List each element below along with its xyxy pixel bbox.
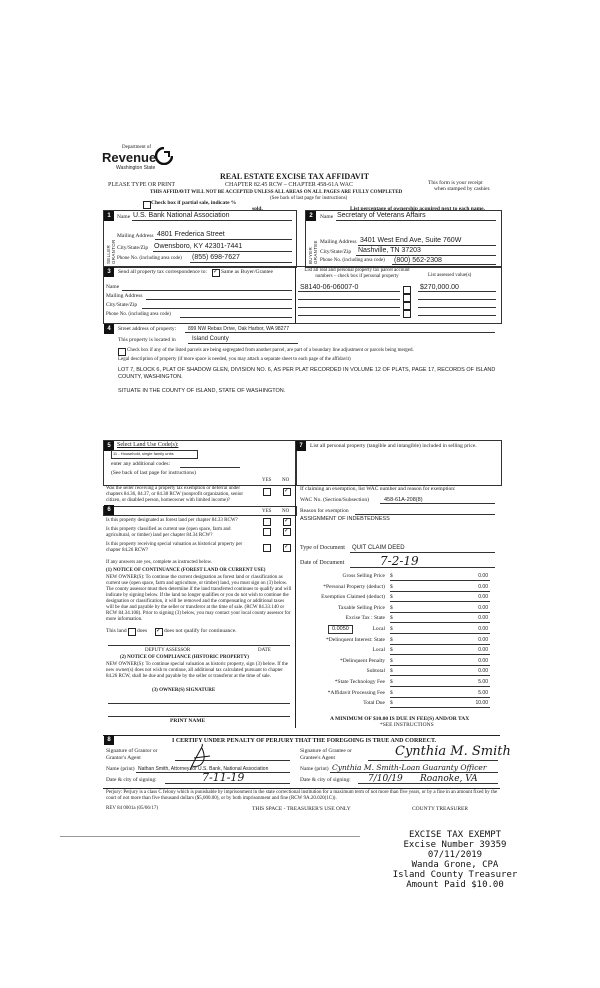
corr-city-label: City/State/Zip (106, 302, 138, 308)
dollar-sign: $ (390, 679, 393, 685)
fee-amount-field[interactable] (390, 668, 490, 676)
doc-type-line (350, 552, 495, 553)
street-address-label: Street address of property: (118, 326, 177, 332)
minimum-note: A MINIMUM OF $10.00 IS DUE IN FEE(S) AND/OR TAX (330, 716, 470, 722)
corr-name-line (122, 290, 292, 291)
s5-no-checkbox[interactable] (283, 488, 291, 496)
corr-phone-label: Phone No. (including area code) (106, 312, 171, 317)
fee-label: Local (372, 647, 385, 654)
fee-label: *Delinquent Interest: State (326, 636, 385, 643)
grantee-date[interactable]: 7/10/19 (368, 774, 403, 784)
dollar-sign: $ (390, 626, 393, 632)
personal-property-checkbox-1[interactable] (403, 286, 411, 294)
deputy-date-label: DATE (258, 648, 271, 653)
form-title: REAL ESTATE EXCISE TAX AFFIDAVIT (220, 172, 370, 181)
dept-state: Washington State (116, 165, 156, 171)
fee-label: *State Technology Fee (334, 679, 385, 685)
fee-amount-field[interactable] (390, 605, 490, 613)
personal-property-label: List all personal property (tangible and intangible) included in selling price. (310, 443, 477, 449)
forest-land-question: Is this property designated as forest land per chapter 84.33 RCW? (106, 518, 238, 523)
additional-codes-label: enter any additional codes: (111, 461, 171, 467)
land-does-checkbox[interactable] (128, 628, 136, 636)
stamp-line-5: Island County Treasurer (392, 870, 518, 880)
seller-grantor-label: SELLER GRANTOR (106, 239, 116, 264)
seller-mailing-label: Mailing Address (117, 233, 154, 239)
reason-value[interactable]: ASSIGNMENT OF INDEBTEDNESS (300, 516, 390, 522)
fee-amount-field[interactable] (390, 615, 490, 623)
assessed-value[interactable]: $270,000.00 (420, 284, 459, 291)
s5-yes-label: YES (262, 478, 272, 483)
not-accepted: THIS AFFIDAVIT WILL NOT BE ACCEPTED UNLESS ALL AREAS ON ALL PAGES ARE FULLY COMPLETED (150, 190, 403, 195)
fee-label: Local (372, 626, 385, 632)
partial-sale-label: Check box if partial sale, indicate % (151, 200, 237, 206)
seller-city[interactable]: Owensboro, KY 42301-7441 (154, 243, 243, 250)
s6-no-label: NO (282, 509, 290, 514)
seller-mailing[interactable]: 4801 Frederica Street (157, 231, 225, 238)
fee-amount-field[interactable] (390, 626, 490, 634)
fee-row (300, 637, 490, 645)
bottom-rule (60, 836, 360, 837)
doc-date-label: Date of Document (300, 560, 345, 566)
fee-value: 0.00 (478, 636, 488, 643)
deputy-assessor-label: DEPUTY ASSESSOR (145, 648, 191, 653)
fee-amount-field[interactable] (390, 584, 490, 592)
seller-phone-line (190, 262, 292, 263)
send-correspondence-label: Send all property tax correspondence to: (118, 269, 208, 275)
grantee-signature: Cynthia M. Smith (395, 744, 511, 759)
fee-row (300, 605, 490, 613)
land-use-see-back: (See back of last page for instructions) (111, 470, 196, 476)
doc-date-line (350, 567, 495, 568)
dollar-sign: $ (390, 594, 393, 601)
sold-label: sold. (252, 206, 263, 212)
section-8-badge: 8 (104, 735, 114, 745)
located-label: This property is located in (118, 337, 176, 343)
notice-compliance-title: (2) NOTICE OF COMPLIANCE (HISTORIC PROPERTY) (120, 655, 249, 660)
buyer-grantee-label: BUYER GRANTEE (308, 240, 318, 264)
see-back: (See back of last page for instructions) (270, 196, 348, 201)
dollar-sign: $ (390, 636, 393, 643)
section-2-badge: 2 (306, 211, 316, 221)
additional-codes-line[interactable] (180, 467, 240, 468)
grantee-sig-line[interactable] (368, 760, 498, 761)
buyer-city-label: City/State/Zip (320, 249, 352, 255)
fee-label: Subtotal (366, 668, 385, 675)
fee-value: 0.00 (478, 615, 488, 622)
fee-row (300, 668, 490, 676)
fee-label: *Personal Property (deduct) (323, 583, 385, 590)
s6-yes-label: YES (262, 509, 272, 514)
grantor-name[interactable]: Nathan Smith, Attorney for U.S. Bank, National Association (138, 766, 269, 772)
stamp-line-6: Amount Paid $10.00 (406, 880, 504, 890)
owner-signature-line-1[interactable] (108, 703, 290, 704)
parcel-line-1 (298, 291, 400, 292)
grantor-date[interactable]: 7-11-19 (202, 771, 245, 784)
excise-tax-stamp (355, 830, 555, 890)
street-address[interactable]: 899 NW Rebas Drive, Oak Harbor, WA 98277 (188, 326, 289, 332)
if-any-yes: If any answers are yes, complete as instructed below. (106, 560, 213, 565)
fee-label: Exemption Claimed (deduct) (321, 594, 385, 601)
exemption-note: If claiming an exemption, list WAC number and reason for exemption: (300, 486, 456, 492)
section-1-badge: 1 (104, 211, 114, 221)
fee-value: 0.00 (478, 583, 488, 590)
corr-phone-line (180, 317, 292, 318)
certify-statement: I CERTIFY UNDER PENALTY OF PERJURY THAT THE FOREGOING IS TRUE AND CORRECT. (172, 738, 437, 744)
corr-mailing-label: Mailing Address (106, 293, 143, 299)
dollar-sign: $ (390, 689, 393, 696)
dollar-sign: $ (390, 604, 393, 611)
land-use-label: Select Land Use Code(s): (117, 442, 179, 448)
please-type: PLEASE TYPE OR PRINT (108, 182, 176, 188)
seller-mailing-line (155, 239, 292, 240)
partial-sale-checkbox[interactable] (143, 201, 151, 209)
notice-continuance-title: (1) NOTICE OF CONTINUANCE (FOREST LAND OR CURRENT USE) (106, 568, 266, 573)
s5-no-label: NO (282, 478, 290, 483)
owner-signature-line-2[interactable] (108, 716, 290, 717)
fee-row (300, 573, 490, 581)
dollar-sign: $ (390, 700, 393, 707)
corr-city-line (142, 308, 292, 309)
seller-name-line (132, 220, 292, 221)
grantee-sig-label: Signature of Grantee or Grantee's Agent (300, 748, 352, 761)
notice-compliance-body: NEW OWNER(S): To continue special valuation as historic property, sign (3) below. If the new owner(s) does not wish to continue, all additional tax calculated pursuant to chapter 84.26 RCW, shall be due and payable by the seller or transferor at the time of sale. (106, 662, 288, 679)
section-4-badge: 4 (104, 324, 114, 334)
section-5-badge: 5 (104, 441, 114, 451)
fee-value: 0.00 (478, 573, 488, 579)
land-does-label: does (137, 628, 148, 634)
assessed-header: List assessed value(s) (428, 273, 472, 278)
grantee-name-label: Name (print) (300, 766, 329, 772)
fee-label: Excise Tax : State (345, 615, 385, 622)
buyer-name-label: Name (320, 214, 334, 220)
same-as-buyer-label: Same as Buyer/Grantee (221, 269, 273, 275)
stamp-line-2: Excise Number 39359 (403, 840, 507, 850)
reason-label: Reason for exemption (300, 508, 349, 514)
dollar-sign: $ (390, 583, 393, 590)
land-does-not-label: does not qualify for continuance. (164, 628, 237, 634)
corr-name-label: Name (106, 284, 120, 290)
dept-name: Revenue (102, 150, 157, 165)
county-line (188, 343, 298, 344)
personal-property-checkbox-4[interactable] (403, 310, 411, 318)
dollar-sign: $ (390, 573, 393, 579)
assessed-line-4 (418, 315, 496, 316)
buyer-mailing-label: Mailing Address (320, 239, 357, 245)
section-7-badge: 7 (296, 441, 306, 451)
section-3-badge: 3 (104, 267, 114, 277)
fee-row (300, 690, 490, 698)
stamp-line-1: EXCISE TAX EXEMPT (408, 830, 502, 840)
revenue-swoosh-icon (155, 147, 173, 165)
fee-value: 5.00 (478, 679, 488, 685)
personal-property-checkbox-2[interactable] (403, 294, 411, 302)
same-as-buyer-checkbox[interactable] (212, 269, 220, 277)
seller-name-label: Name (117, 214, 131, 220)
current-use-yes-checkbox[interactable] (263, 528, 271, 536)
county-treasurer: COUNTY TREASURER (412, 806, 469, 812)
grantor-sig-label: Signature of Grantor or Grantor's Agent (106, 748, 158, 761)
deputy-assessor-line[interactable] (108, 645, 290, 646)
fee-row (300, 658, 490, 666)
parcel-line-3 (298, 307, 400, 308)
print-name-label: PRINT NAME (170, 718, 206, 724)
forest-yes-checkbox[interactable] (263, 518, 271, 526)
chapter-ref: CHAPTER 82.45 RCW – CHAPTER 458-61A WAC (225, 182, 353, 188)
stamp-line-3: 07/11/2019 (427, 850, 483, 860)
forest-no-checkbox[interactable] (283, 518, 291, 526)
fee-amount-field[interactable] (390, 679, 490, 687)
fee-value: 0.00 (478, 594, 488, 601)
fee-label: Total Due (363, 700, 385, 707)
section-3-divider (295, 266, 296, 323)
fee-value: 0.00 (478, 668, 488, 675)
grantee-date-label: Date & city of signing: (300, 777, 351, 783)
section-divider-vertical (295, 484, 296, 728)
seller-city-label: City/State/Zip (117, 245, 149, 251)
fee-label: Gross Selling Price (342, 573, 385, 579)
doc-type[interactable]: QUIT CLAIM DEED (352, 545, 405, 551)
fee-row (300, 594, 490, 602)
doc-type-label: Type of Document (300, 545, 345, 551)
assessed-line-3 (418, 307, 496, 308)
fee-row (300, 647, 490, 655)
grantee-city[interactable]: Roanoke, VA (420, 774, 478, 784)
fee-value: 10.00 (475, 700, 488, 707)
seller-name[interactable]: U.S. Bank National Association (133, 212, 230, 219)
fee-label: *Delinquent Penalty (339, 657, 385, 664)
county[interactable]: Island County (192, 336, 229, 342)
historic-question: Is this property receiving special valuation as historical property per chapter 84.26 RCW? (106, 542, 243, 553)
buyer-mailing[interactable]: 3401 West End Ave, Suite 760W (360, 237, 462, 244)
fee-row (300, 679, 490, 687)
fee-amount-field[interactable] (390, 573, 490, 581)
buyer-city[interactable]: Nashville, TN 37203 (358, 247, 421, 254)
fee-amount-field[interactable] (390, 690, 490, 698)
corr-mailing-line (146, 299, 292, 300)
fee-amount-field[interactable] (390, 637, 490, 645)
grantee-name[interactable]: Cynthia M. Smith-Loan Guaranty Officer (332, 763, 487, 772)
land-use-value: 11 - Household, single family units (113, 451, 174, 456)
fee-value: 0.00 (478, 657, 488, 664)
rev-number: REV 84 0001a (05/06/17) (106, 806, 158, 811)
fee-row (300, 615, 490, 623)
seller-phone[interactable]: (855) 698-7627 (192, 254, 240, 261)
owner-signature-label: (3) OWNER(S) SIGNATURE (152, 688, 216, 693)
this-land-label: This land (106, 628, 127, 634)
buyer-phone-label: Phone No. (including area code) (320, 258, 385, 263)
buyer-name-line (336, 220, 496, 221)
historic-no-checkbox[interactable] (283, 544, 291, 552)
assessed-line-1 (418, 291, 496, 292)
fee-row (300, 584, 490, 592)
wac-label: WAC No. (Section/Subsection) (300, 497, 369, 503)
fee-amount-field[interactable] (390, 647, 490, 655)
fee-value: 5.00 (478, 689, 488, 696)
fee-value: 0.00 (478, 626, 488, 632)
buyer-phone[interactable]: (800) 562-2308 (394, 257, 442, 264)
legal-label: Legal description of property (if more space is needed, you may attach a separate sheet to each page of the affidavit) (118, 357, 351, 362)
revenue-logo (100, 145, 180, 177)
fee-row (300, 700, 490, 708)
parcel-line-4 (298, 315, 400, 316)
current-use-no-checkbox[interactable] (283, 528, 291, 536)
fee-label: Taxable Selling Price (338, 604, 385, 611)
seller-city-line (153, 251, 292, 252)
wac-number[interactable]: 458-61A-208(8) (384, 497, 423, 503)
receipt-note-2: when stamped by cashier. (434, 186, 491, 192)
notice-continuance-body: NEW OWNER(S): To continue the current designation as forest land or classification as current use (open space, farm and agriculture, or timber) land, you must sign on (3) below. The county assessor must then determine if the land transferred continues to qualify and will indicate by signing below. If the land no longer qualifies or you do not wish to continue the designation or classification, it will be removed and the compensating or additional taxes will be due and payable by the seller or transferor at the time of sale. (RCW 84.33.140 or RCW 84.34.108). Prior to signing (3) below, you may contact your local county assessor for more information. (106, 575, 292, 622)
fee-amount-field[interactable] (390, 700, 490, 708)
buyer-mailing-line (358, 245, 496, 246)
land-does-not-checkbox[interactable] (155, 628, 163, 636)
assessed-line-2 (418, 299, 496, 300)
seller-phone-label: Phone No. (including area code) (117, 256, 182, 261)
buyer-city-line (356, 255, 496, 256)
tax-rate-box[interactable]: 0.0050 (328, 625, 353, 634)
fee-row (300, 626, 490, 634)
grantor-name-label: Name (print) (106, 766, 135, 772)
dollar-sign: $ (390, 657, 393, 664)
historic-yes-checkbox[interactable] (263, 544, 271, 552)
fee-label: *Affidavit Processing Fee (327, 689, 385, 696)
legal-description-2[interactable]: SITUATE IN THE COUNTY OF ISLAND, STATE OF WASHINGTON. (118, 388, 286, 394)
current-use-question: Is this property classified as current use (open space, farm and agricultural, or timber) land per chapter 84.34 RCW? (106, 527, 231, 538)
grantee-name-line (330, 772, 498, 773)
perjury-statement: Perjury: Perjury is a class C felony which is punishable by imprisonment in the state correctional institution for a maximum term of not more than five years, or by a fine in an amount fixed by the court of not more than five thousand dollars ($5,000.00), or by both imprisonment and fine (RCW 9A.20.020(1C)). (106, 790, 498, 801)
personal-property-checkbox-3[interactable] (403, 302, 411, 310)
seller-exemption-question: Was the seller receiving a property tax exemption or deferral under chapters 84.36, 84.37, or 84.38 RCW (nonprofit organization, senior citizen, or disabled person, homeowner with limited income)? (106, 486, 244, 503)
see-instructions: *SEE INSTRUCTIONS (380, 722, 434, 728)
doc-date[interactable]: 7-2-19 (380, 554, 419, 568)
fee-value: 0.00 (478, 604, 488, 611)
street-address-line (185, 332, 495, 333)
s5-yes-checkbox[interactable] (263, 488, 271, 496)
stamp-line-4: Wanda Grone, CPA (411, 860, 499, 870)
fee-value: 0.00 (478, 647, 488, 654)
dollar-sign: $ (390, 647, 393, 654)
buyer-name[interactable]: Secretary of Veterans Affairs (337, 212, 426, 219)
ownership-pct: List percentage of ownership acquired next to each name. (350, 206, 485, 212)
segregated-checkbox[interactable] (118, 348, 126, 356)
parcel-line-2 (298, 299, 400, 300)
dollar-sign: $ (390, 668, 393, 675)
dept-small: Department of (122, 145, 152, 150)
perjury-top-border (103, 788, 500, 789)
parcel-number[interactable]: S8140-06-06007-0 (300, 284, 359, 291)
fee-amount-field[interactable] (390, 658, 490, 666)
fee-amount-field[interactable] (390, 594, 490, 602)
segregated-note: Check box if any of the listed parcels are being segregated from another parcel, are part of a boundary line adjustment or parcels being merged. (127, 348, 414, 353)
reason-line (355, 514, 495, 515)
grantor-date-label: Date & city of signing: (106, 777, 157, 783)
treasurer-space: THIS SPACE - TREASURER'S USE ONLY (252, 806, 351, 812)
dollar-sign: $ (390, 615, 393, 622)
section-8-top-border (103, 735, 500, 736)
receipt-note-1: This form is your receipt (428, 180, 483, 186)
legal-description-1[interactable]: LOT 7, BLOCK 6, PLAT OF SHADOW GLEN, DIVISION NO. 6, AS PER PLAT RECORDED IN VOLUME 12 OF PLATS, PAGE 17, RECORDS OF ISLAND COUNTY, WASHINGTON. (118, 367, 496, 380)
parcel-header: List all real and personal property tax parcel account numbers – check box if personal property (304, 268, 410, 279)
section-6-badge: 6 (104, 505, 114, 515)
